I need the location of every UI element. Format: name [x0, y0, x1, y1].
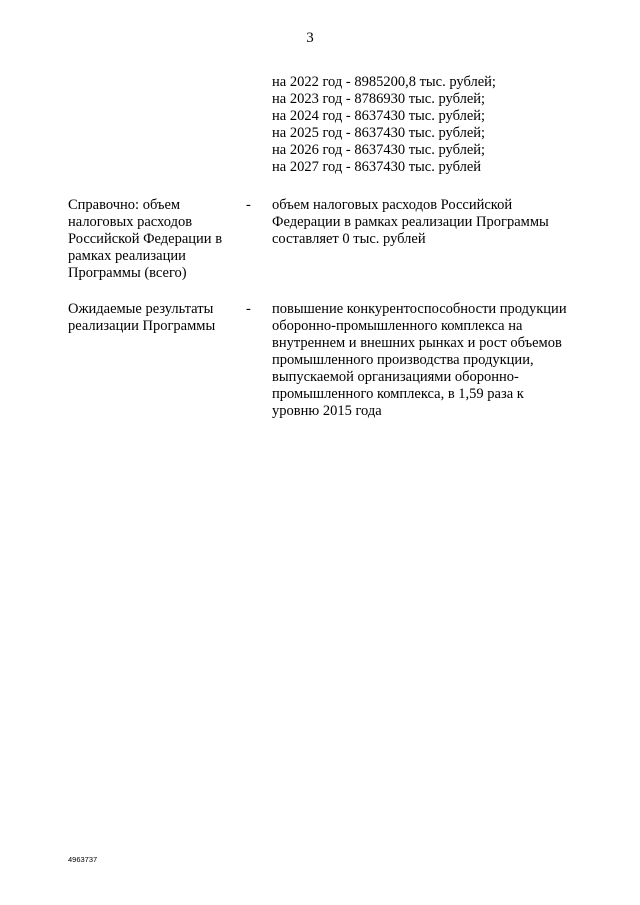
row-dash: -: [246, 301, 251, 317]
tax-expenditure-label: Справочно: объем налоговых расходов Российской Федерации в рамках реализации Программы (всего): [68, 197, 223, 281]
budget-year-2027: на 2027 год - 8637430 тыс. рублей: [272, 159, 482, 175]
budget-by-year-list: [272, 74, 496, 176]
tax-expenditure-value: объем налоговых расходов Российской Федерации в рамках реализации Программы составляет 0 тыс. рублей: [272, 197, 549, 247]
budget-year-2024: на 2024 год - 8637430 тыс. рублей;: [272, 108, 486, 124]
document-code: 4963737: [68, 855, 98, 864]
page-number: 3: [306, 30, 314, 46]
expected-results-value: повышение конкурентоспособности продукции оборонно-промышленного комплекса на внутреннем и внешних рынках и рост объемов промышленного производства продукции, выпускаемой организациями оборонно-промышленного комплекса, в 1,59 раза к уровню 2015 года: [272, 301, 567, 419]
budget-year-2022: на 2022 год - 8985200,8 тыс. рублей;: [272, 74, 496, 90]
budget-year-2025: на 2025 год - 8637430 тыс. рублей;: [272, 125, 486, 141]
budget-year-2026: на 2026 год - 8637430 тыс. рублей;: [272, 142, 486, 158]
expected-results-label: Ожидаемые результаты реализации Программы: [68, 301, 216, 334]
budget-year-2023: на 2023 год - 8786930 тыс. рублей;: [272, 91, 486, 107]
row-dash: -: [246, 197, 251, 213]
